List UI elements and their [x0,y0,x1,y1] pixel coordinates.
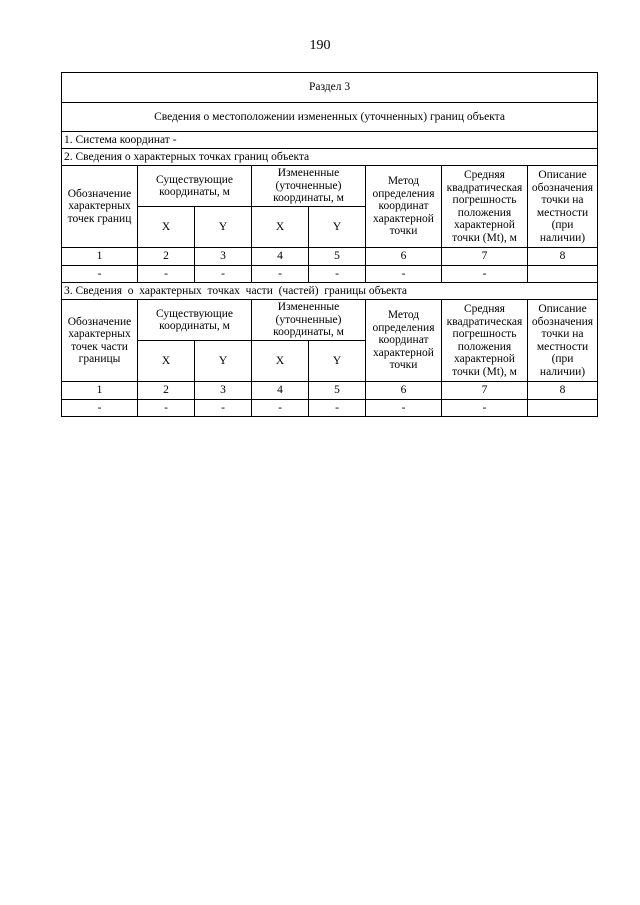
block1-header-existing-x: X [138,207,195,248]
block2-title: 3. Сведения о характерных точках части (частей) границы объекта [62,283,598,300]
table-cell: - [442,400,528,417]
table-cell: - [366,266,442,283]
block2-header-method: Метод определения координат характерной точки [366,300,442,382]
block2-header-existing-x: X [138,341,195,382]
block1-col-number: 4 [252,248,309,266]
table-cell: - [366,400,442,417]
block2-header-changed: Измененные (уточненные) координаты, м [252,300,366,341]
table-cell: - [252,266,309,283]
table-cell: - [138,400,195,417]
block1-header-changed: Измененные (уточненные) координаты, м [252,166,366,207]
table-cell [528,266,598,283]
block1-header-designation: Обозначение характерных точек границ [62,166,138,248]
block1-col-number: 2 [138,248,195,266]
block1-header-method: Метод определения координат характерной точки [366,166,442,248]
block2-header-existing: Существующие координаты, м [138,300,252,341]
block2-header-error: Средняя квадратическая погрешность положения характерной точки (Mt), м [442,300,528,382]
table-cell: - [195,266,252,283]
table-cell: - [309,400,366,417]
block1-header-description: Описание обозначения точки на местности (при наличии) [528,166,598,248]
section-title: Раздел 3 [62,73,598,103]
block1-header-existing-y: Y [195,207,252,248]
block2-col-number: 1 [62,382,138,400]
table-cell: - [195,400,252,417]
section-subtitle: Сведения о местоположении измененных (уточненных) границ объекта [62,103,598,132]
block1-header-changed-y: Y [309,207,366,248]
table-cell: - [252,400,309,417]
table-cell: - [442,266,528,283]
block2-header-existing-y: Y [195,341,252,382]
block1-col-number: 1 [62,248,138,266]
table-row [62,266,598,283]
block2-col-number: 4 [252,382,309,400]
boundary-table [61,72,598,417]
block2-col-number: 6 [366,382,442,400]
table-cell: - [62,266,138,283]
table-row [62,400,598,417]
block1-col-number: 6 [366,248,442,266]
block1-title: 2. Сведения о характерных точках границ объекта [62,149,598,166]
block2-header-changed-y: Y [309,341,366,382]
block1-header-existing: Существующие координаты, м [138,166,252,207]
table-cell: - [62,400,138,417]
block2-header-changed-x: X [252,341,309,382]
table-cell [528,400,598,417]
block1-header-error: Средняя квадратическая погрешность положения характерной точки (Mt), м [442,166,528,248]
block2-header-designation: Обозначение характерных точек части границы [62,300,138,382]
block1-header-changed-x: X [252,207,309,248]
page-number: 190 [309,38,331,53]
block1-col-number: 8 [528,248,598,266]
coordinate-system: 1. Система координат - [62,132,598,149]
block2-col-number: 3 [195,382,252,400]
block2-col-number: 2 [138,382,195,400]
block1-col-number: 3 [195,248,252,266]
block1-col-number: 5 [309,248,366,266]
block2-col-number: 5 [309,382,366,400]
block2-col-number: 8 [528,382,598,400]
table-cell: - [138,266,195,283]
table-cell: - [309,266,366,283]
block1-col-number: 7 [442,248,528,266]
block2-header-description: Описание обозначения точки на местности (при наличии) [528,300,598,382]
block2-col-number: 7 [442,382,528,400]
